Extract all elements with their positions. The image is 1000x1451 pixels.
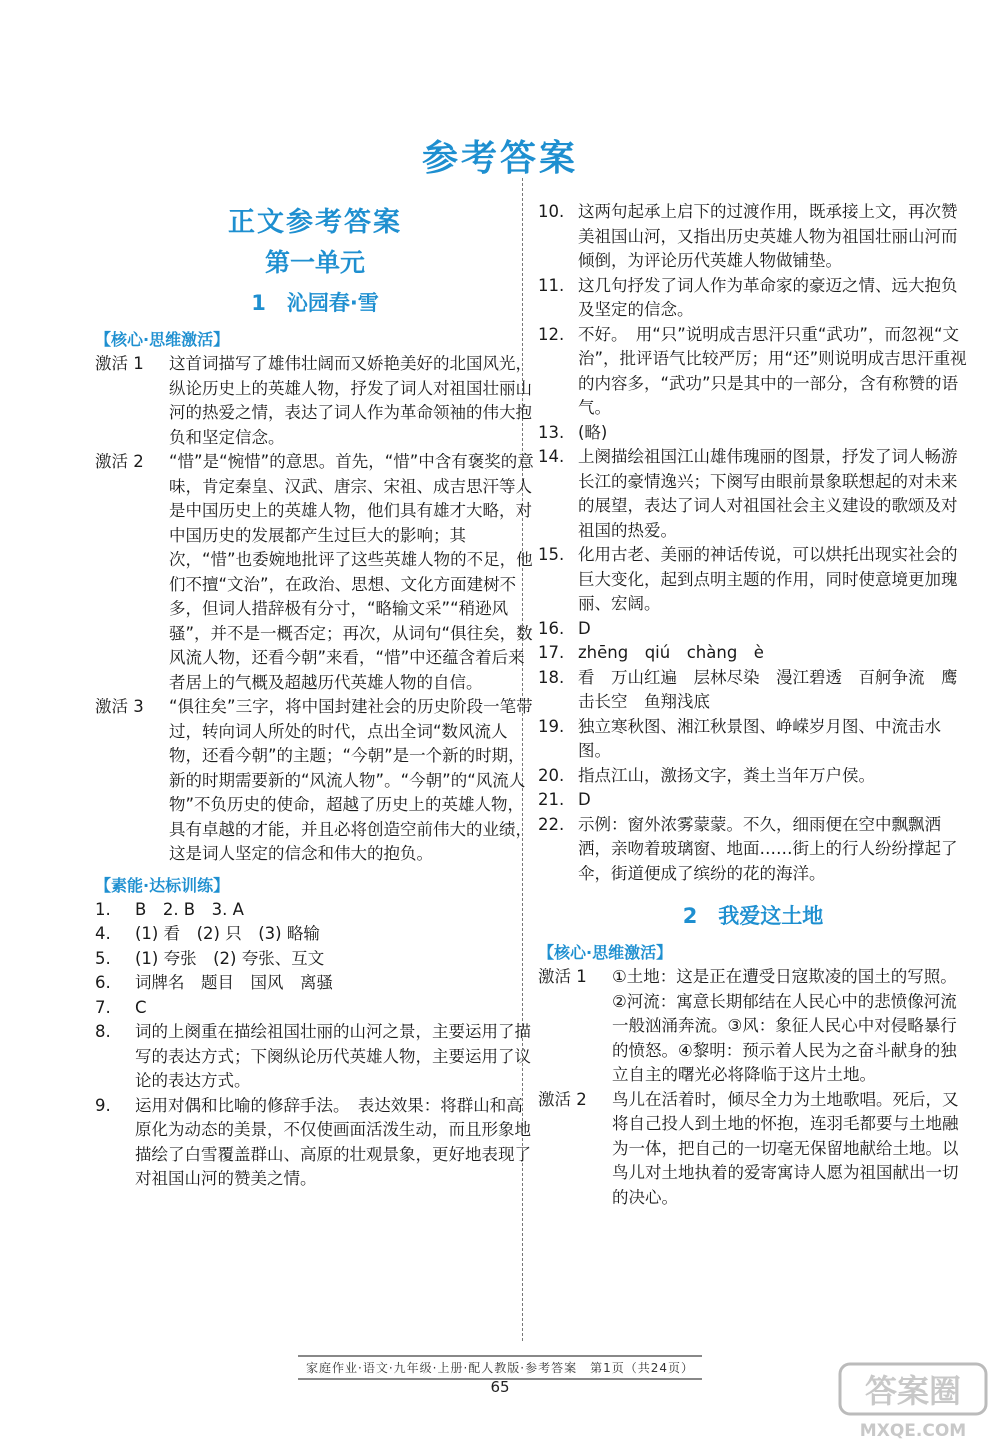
answer-item: [538, 274, 968, 323]
train-tag: 【素能·达标训练】: [95, 875, 230, 895]
answer-text: 上阕描绘祖国江山雄伟瑰丽的图景，抒发了词人畅游长江的豪情逸兴；下阕写由眼前景象联想起的对未来的展望，表达了词人对祖国社会主义建设的歌颂及对祖国的热爱。: [578, 447, 958, 540]
activation-text: “俱往矣”三字，将中国封建社会的历史阶段一笔带过，转向词人所处的时代，点出全词“数风流人物，还看今朝”的主题；“今朝”是一个新的时期，新的时期需要新的“风流人物”。“今朝”的“风流人物”不负历史的使命，超越了历史上的英雄人物，具有卓越的才能，并且必将创造空前伟大的业绩，这是词人坚定的信念和伟大的抱负。: [169, 697, 533, 863]
answer-text: 这几句抒发了词人作为革命家的豪迈之情、远大抱负及坚定的信念。: [578, 275, 958, 319]
answer-number: 22.: [538, 814, 565, 834]
answer-item: [538, 200, 968, 274]
answer-text: C: [135, 997, 147, 1017]
answer-text: D: [578, 618, 591, 638]
answer-text: 独立寒秋图、湘江秋景图、峥嵘岁月图、中流击水图。: [578, 716, 941, 760]
page-title: 参考答案: [421, 138, 578, 179]
answer-text: 运用对偶和比喻的修辞手法。 表达效果：将群山和高原化为动态的美景，不仅使画面活泼生动，而且形象地描绘了白雪覆盖群山、高原的壮观景象，更好地表现了对祖国山河的赞美之情。: [135, 1095, 531, 1188]
answer-text: D: [578, 790, 591, 809]
answer-number: 4.: [95, 924, 111, 943]
answer-item: [95, 971, 535, 996]
answer-item: [95, 1020, 535, 1094]
answer-number: 21.: [538, 790, 565, 809]
answer-text: 看 万山红遍 层林尽染 漫江碧透 百舸争流 鹰击长空 鱼翔浅底: [578, 667, 958, 711]
answer-item: [538, 764, 968, 789]
answer-text: (1) 看 (2) 只 (3) 略输: [135, 924, 320, 943]
right-column: [538, 200, 968, 1210]
left-column: [95, 200, 535, 1192]
watermark-top-text: 答案圈: [864, 1372, 962, 1410]
core-tag-2: 【核心·思维激活】: [538, 943, 673, 962]
answer-item: [538, 323, 968, 421]
answer-number: 9.: [95, 1095, 111, 1115]
answer-item: [538, 445, 968, 543]
activation-text: ①土地：这是正在遭受日寇欺凌的国土的写照。②河流：寓意长期郁结在人民心中的悲愤像河流一般汹涌奔流。③风：象征人民心中对侵略暴行的愤怒。④黎明：预示着人民为之奋斗献身的独立自主的曙光必将降临于这片土地。: [612, 967, 957, 1084]
answer-item: [538, 617, 968, 642]
watermark-bottom-text: MXQE.COM: [859, 1421, 967, 1441]
answer-number: 20.: [538, 765, 565, 785]
answer-number: 7.: [95, 997, 111, 1017]
lesson-title-1: 1 沁园春·雪: [251, 291, 379, 315]
activation-label: 激活 2: [538, 1089, 587, 1109]
answer-text: (略): [578, 422, 608, 442]
answer-item: [538, 813, 968, 887]
answer-number: 6.: [95, 973, 111, 992]
answer-item: [95, 922, 535, 947]
watermark-logo: [838, 1360, 988, 1445]
answer-text: B 2. B 3. A: [135, 899, 244, 919]
answer-number: 12.: [538, 324, 565, 344]
answer-text: 这两句起承上启下的过渡作用，既承接上文，再次赞美祖国山河，又指出历史英雄人物为祖国壮丽山河而倾倒，为评论历代英雄人物做铺垫。: [578, 202, 958, 270]
answer-number: 8.: [95, 1022, 111, 1041]
page-number: 65: [490, 1378, 510, 1396]
answer-number: 11.: [538, 275, 565, 295]
answer-text: 化用古老、美丽的神话传说，可以烘托出现实社会的巨大变化，起到点明主题的作用，同时使意境更加瑰丽、宏阔。: [578, 545, 958, 613]
footer-text: 家庭作业·语文·九年级·上册·配人教版·参考答案 第1页（共24页）: [298, 1355, 702, 1380]
answer-number: 1.: [95, 899, 111, 919]
activation-text: “惜”是“惋惜”的意思。首先，“惜”中含有褒奖的意味，肯定秦皇、汉武、唐宗、宋祖、成吉思汗等人是中国历史上的英雄人物，他们具有雄才大略，对中国历史的发展都产生过巨大的影响；其次，“惜”也委婉地批评了这些英雄人物的不足，他们不擅“文治”，在政治、思想、文化方面建树不多，但词人措辞极有分寸，“略输文采”“稍逊风骚”，并不是一概否定；再次，从词句“俱往矣，数风流人物，还看今朝”来看，“惜”中还蕴含着后来者居上的气概及超越历代英雄人物的自信。: [169, 452, 534, 692]
answer-item: [538, 641, 968, 666]
answer-item: [538, 788, 968, 813]
answer-item: [538, 543, 968, 617]
answer-number: 16.: [538, 618, 565, 638]
answer-item: [538, 666, 968, 715]
activation-item: [538, 1088, 968, 1211]
answer-number: 10.: [538, 202, 565, 221]
answer-number: 14.: [538, 447, 565, 466]
activation-label: 激活 3: [95, 697, 144, 716]
answer-number: 13.: [538, 422, 565, 442]
activation-item: [538, 965, 968, 1088]
activation-label: 激活 2: [95, 452, 144, 471]
answer-number: 18.: [538, 667, 565, 687]
activation-text: 鸟儿在活着时，倾尽全力为土地歌唱。死后，又将自己投人到土地的怀抱，连羽毛都要与土地融为一体，把自己的一切毫无保留地献给土地。以鸟儿对土地执着的爱寄寓诗人愿为祖国献出一切的决心。: [612, 1089, 959, 1207]
answer-text: 词的上阕重在描绘祖国壮丽的山河之景，主要运用了描写的表达方式；下阕纵论历代英雄人物，主要运用了议论的表达方式。: [135, 1022, 531, 1090]
answer-text: zhēng qiú chàng è: [578, 643, 764, 662]
answer-item: [538, 421, 968, 446]
activation-item: [95, 450, 535, 695]
answer-number: 17.: [538, 643, 565, 662]
activation-label: 激活 1: [538, 967, 587, 986]
activation-item: [95, 695, 535, 867]
answer-number: 5.: [95, 948, 111, 968]
answer-item: [95, 947, 535, 972]
lesson-title-2: 2 我爱这土地: [682, 904, 824, 928]
unit-title: 第一单元: [264, 248, 365, 277]
answer-item: [538, 715, 968, 764]
answer-item: [95, 898, 535, 923]
core-tag-1: 【核心·思维激活】: [95, 330, 230, 349]
answer-text: (1) 夸张 (2) 夸张、互文: [135, 948, 325, 968]
answer-number: 15.: [538, 545, 565, 564]
activation-label: 激活 1: [95, 354, 144, 373]
answer-item: [95, 996, 535, 1021]
answer-text: 词牌名 题目 国风 离骚: [135, 973, 333, 992]
activation-text: 这首词描写了雄伟壮阔而又娇艳美好的北国风光，纵论历史上的英雄人物，抒发了词人对祖国壮丽山河的热爱之情，表达了词人作为革命领袖的伟大抱负和坚定信念。: [169, 354, 532, 447]
answer-item: [95, 1094, 535, 1192]
activation-item: [95, 352, 535, 450]
answer-text: 指点江山，激扬文字，粪土当年万户侯。: [578, 765, 875, 785]
answer-text: 示例：窗外浓雾蒙蒙。不久，细雨便在空中飘飘洒洒，亲吻着玻璃窗、地面……街上的行人纷纷撑起了伞，街道便成了缤纷的花的海洋。: [578, 814, 958, 883]
answer-text: 不好。 用“只”说明成吉思汗只重“武功”，而忽视“文治”，批评语气比较严厉；用“还”则说明成吉思汗重视的内容多，“武功”只是其中的一部分，含有称赞的语气。: [578, 324, 967, 417]
section-title: 正文参考答案: [228, 207, 402, 238]
answer-number: 19.: [538, 716, 565, 736]
